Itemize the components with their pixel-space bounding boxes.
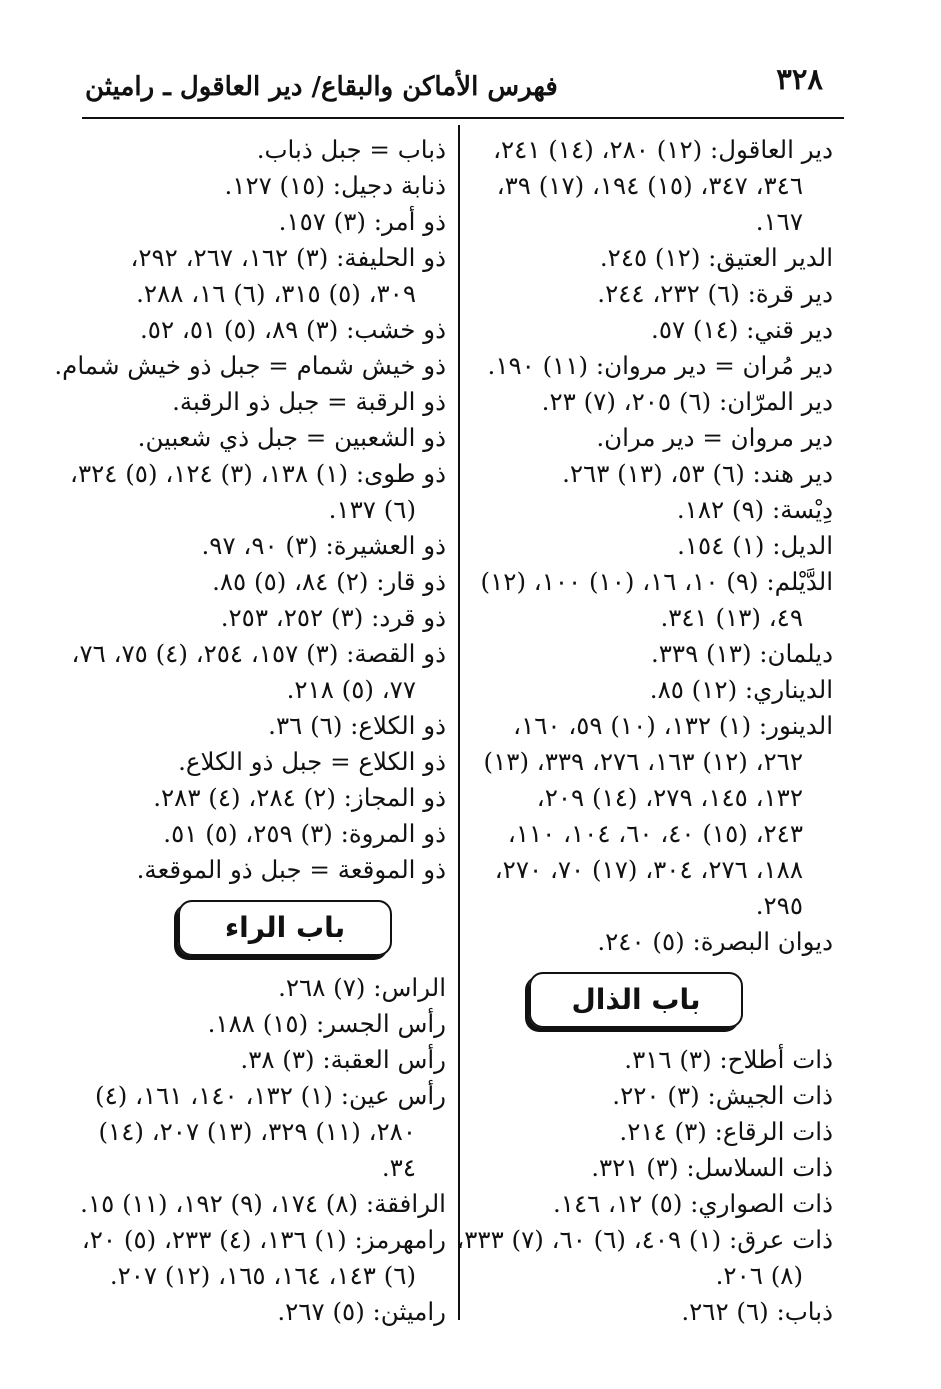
index-entry <box>463 456 833 492</box>
running-title: فهرس الأماكن والبقاع/ دير العاقول ـ راميثن <box>85 72 558 102</box>
page-number: ٣٢٨ <box>776 62 823 96</box>
entry-line: دير المرّان: (٦) ٢٠٥، (٧) ٢٣. <box>541 387 833 416</box>
entry-line: دير قني: (١٤) ٥٧. <box>651 315 833 344</box>
index-entry <box>76 708 446 744</box>
index-entry <box>463 1186 833 1222</box>
entry-line: ذو قرد: (٣) ٢٥٢، ٢٥٣. <box>220 603 446 632</box>
index-entry <box>463 240 833 276</box>
entry-continuation: ٣٤٦، ٣٤٧، (١٥) ١٩٤، (١٧) ٣٩، <box>496 171 803 200</box>
entry-line: ذو الموقعة = جبل ذو الموقعة. <box>136 855 446 884</box>
index-entry <box>456 1222 833 1294</box>
entry-line: رامهرمز: (١) ١٣٦، (٤) ٢٣٣، (٥) ٢٠، <box>81 1225 446 1254</box>
entry-line: ديوان البصرة: (٥) ٢٤٠. <box>597 927 833 956</box>
entry-continuation: ٢٩٥. <box>755 891 803 920</box>
index-entry <box>463 348 833 384</box>
entry-line: ذات عرق: (١) ٤٠٩، (٦) ٦٠، (٧) ٣٣٣، <box>456 1225 833 1254</box>
index-entry <box>76 132 446 168</box>
entry-line: ذو الشعبين = جبل ذي شعبين. <box>137 423 446 452</box>
entry-line: ذات السلاسل: (٣) ٣٢١. <box>591 1153 833 1182</box>
entry-line: الدَّيْلم: (٩) ١٠، ١٦، (١٠) ١٠٠، (١٢) <box>480 567 833 596</box>
index-entry <box>76 970 446 1006</box>
page-header <box>0 0 941 125</box>
index-entry <box>463 564 833 636</box>
entry-continuation: ١٨٨، ٢٧٦، ٣٠٤، (١٧) ٧٠، ٢٧٠، <box>494 855 803 884</box>
entry-line: ذو طوى: (١) ١٣٨، (٣) ١٢٤، (٥) ٣٢٤، <box>70 459 446 488</box>
index-entry <box>463 276 833 312</box>
entry-line: ذات الرقاع: (٣) ٢١٤. <box>619 1117 833 1146</box>
entry-line: ذو الحليفة: (٣) ١٦٢، ٢٦٧، ٢٩٢، <box>130 243 446 272</box>
entry-line: رأس العقبة: (٣) ٣٨. <box>240 1045 446 1074</box>
entry-continuation: ٤٩، (١٣) ٣٤١. <box>660 603 803 632</box>
entry-line: ذو خيش شمام = جبل ذو خيش شمام. <box>54 351 446 380</box>
entry-line: ذنابة دجيل: (١٥) ١٢٧. <box>224 171 446 200</box>
entry-line: ذو خشب: (٣) ٨٩، (٥) ٥١، ٥٢. <box>139 315 446 344</box>
entry-line: دير مُران = دير مروان: (١١) ١٩٠. <box>487 351 833 380</box>
entry-line: ذو القصة: (٣) ١٥٧، ٢٥٤، (٤) ٧٥، ٧٦، <box>71 639 446 668</box>
index-entry <box>463 1150 833 1186</box>
index-entry <box>463 420 833 456</box>
index-entry <box>71 636 446 708</box>
index-entry <box>76 204 446 240</box>
entry-line: رأس الجسر: (١٥) ١٨٨. <box>207 1009 446 1038</box>
index-entry <box>463 924 833 960</box>
index-entry <box>76 528 446 564</box>
entry-line: ذباب: (٦) ٢٦٢. <box>681 1297 833 1326</box>
section-title-dhal: باب الذال <box>529 972 743 1028</box>
entry-line: ذباب = جبل ذباب. <box>256 135 446 164</box>
index-entry <box>76 168 446 204</box>
index-entry <box>76 1078 446 1186</box>
index-entry <box>463 1294 833 1330</box>
entry-line: ذات أطلاح: (٣) ٣١٦. <box>624 1045 833 1074</box>
index-entry <box>76 384 446 420</box>
index-entry <box>76 1042 446 1078</box>
index-entry <box>76 312 446 348</box>
index-entry <box>76 744 446 780</box>
index-entry <box>76 564 446 600</box>
entry-line: ذو العشيرة: (٣) ٩٠، ٩٧. <box>201 531 446 560</box>
index-entry <box>76 852 446 888</box>
index-entry <box>76 1006 446 1042</box>
entry-continuation: (٨) ٢٠٦. <box>715 1261 803 1290</box>
entry-line: ذو المروة: (٣) ٢٥٩، (٥) ٥١. <box>163 819 446 848</box>
index-entry <box>463 708 833 924</box>
index-entry <box>463 1078 833 1114</box>
entry-line: دير العاقول: (١٢) ٢٨٠، (١٤) ٢٤١، <box>493 135 833 164</box>
entry-continuation: ٢٦٢، (١٢) ١٦٣، ٢٧٦، ٣٣٩، (١٣) <box>483 747 803 776</box>
index-entry <box>76 1222 446 1294</box>
entries-ra <box>76 970 446 1330</box>
index-entry <box>76 1294 446 1330</box>
section-title-ra: باب الراء <box>178 900 392 956</box>
index-entry <box>463 384 833 420</box>
entry-continuation: ٧٧، (٥) ٢١٨. <box>286 675 416 704</box>
entry-line: ذو الكلاع = جبل ذو الكلاع. <box>178 747 446 776</box>
entry-line: ذو المجاز: (٢) ٢٨٤، (٤) ٢٨٣. <box>153 783 446 812</box>
entry-line: دير مروان = دير مران. <box>596 423 833 452</box>
entry-continuation: ٢٤٣، (١٥) ٤٠، ٦٠، ١٠٤، ١١٠، <box>507 819 803 848</box>
entry-line: ذات الجيش: (٣) ٢٢٠. <box>612 1081 833 1110</box>
column-divider <box>458 125 460 1320</box>
entry-line: الراس: (٧) ٢٦٨. <box>278 973 446 1002</box>
right-column <box>456 132 833 1330</box>
entry-line: ذو الرقبة = جبل ذو الرقبة. <box>172 387 446 416</box>
index-entry <box>76 1186 446 1222</box>
entry-line: دِيْسة: (٩) ١٨٢. <box>676 495 833 524</box>
entry-continuation: ١٣٢، ١٤٥، ٢٧٩، (١٤) ٢٠٩، <box>536 783 803 812</box>
index-entry <box>76 816 446 852</box>
entries-dhal <box>456 1042 833 1330</box>
index-entry <box>76 600 446 636</box>
entries-dal <box>463 132 833 960</box>
index-entry <box>76 780 446 816</box>
entry-line: الدير العتيق: (١٢) ٢٤٥. <box>599 243 833 272</box>
entries-dhal-cont <box>54 132 446 888</box>
index-entry <box>463 312 833 348</box>
entry-line: ديلمان: (١٣) ٣٣٩. <box>650 639 833 668</box>
index-entry <box>463 672 833 708</box>
left-column <box>54 132 446 1330</box>
entry-line: الديل: (١) ١٥٤. <box>677 531 833 560</box>
entry-line: الدينور: (١) ١٣٢، (١٠) ٥٩، ١٦٠، <box>513 711 833 740</box>
entry-line: ذات الصواري: (٥) ١٢، ١٤٦. <box>552 1189 833 1218</box>
entry-line: دير قرة: (٦) ٢٣٢، ٢٤٤. <box>597 279 833 308</box>
index-entry <box>463 1042 833 1078</box>
index-entry <box>463 492 833 528</box>
entry-continuation: (٦) ١٤٣، ١٦٤، ١٦٥، (١٢) ٢٠٧. <box>109 1261 416 1290</box>
entry-continuation: ٣٤. <box>381 1153 416 1182</box>
index-entry <box>463 636 833 672</box>
entry-line: ذو قار: (٢) ٨٤، (٥) ٨٥. <box>212 567 446 596</box>
entry-line: ذو أمر: (٣) ١٥٧. <box>278 207 446 236</box>
entry-line: دير هند: (٦) ٥٣، (١٣) ٢٦٣. <box>562 459 833 488</box>
index-entry <box>54 348 446 384</box>
index-entry <box>463 132 833 240</box>
index-entry <box>76 420 446 456</box>
index-entry <box>463 1114 833 1150</box>
entry-continuation: (٦) ١٣٧. <box>328 495 416 524</box>
index-entry <box>463 528 833 564</box>
entry-continuation: ١٦٧. <box>755 207 803 236</box>
entry-continuation: ٢٨٠، (١١) ٣٢٩، (١٣) ٢٠٧، (١٤) <box>98 1117 416 1146</box>
entry-continuation: ٣٠٩، (٥) ٣١٥، (٦) ١٦، ٢٨٨. <box>136 279 416 308</box>
entry-line: رأس عين: (١) ١٣٢، ١٤٠، ١٦١، (٤) <box>95 1081 446 1110</box>
index-entry <box>70 456 446 528</box>
header-rule <box>82 117 844 119</box>
entry-line: ذو الكلاع: (٦) ٣٦. <box>268 711 446 740</box>
entry-line: الرافقة: (٨) ١٧٤، (٩) ١٩٢، (١١) ١٥. <box>80 1189 446 1218</box>
entry-line: الديناري: (١٢) ٨٥. <box>649 675 833 704</box>
index-entry <box>76 240 446 312</box>
entry-line: راميثن: (٥) ٢٦٧. <box>277 1297 446 1326</box>
